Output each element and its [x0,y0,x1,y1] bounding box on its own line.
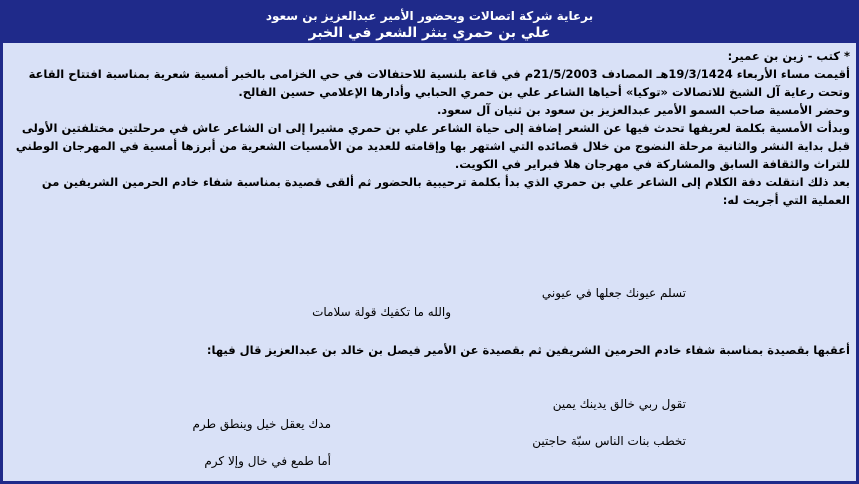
paragraph-3: وبدأت الأمسية بكلمة لعريفها تحدث فيها عن الشعر إضافة إلى حياة الشاعر علي بن حمري مشيرا إلى ان الشاعر عاش في مرحلتين مختلفتين الأولى قبل بداية النشر والثانية مرحلة النضوج من خلال قصائده التي اشتهر بها وإقامته للعديد من الأمسيات الشعرية من أبرزها أمسية في المهرجان الوطني للتراث والثقافة السابق والمشاركة في مهرجان هلا فبراير في الكويت. [15,121,850,171]
poem2-line2: مدك يعقل خيل وينطق طرم [192,417,331,431]
poem2-line3: تخطب بنات الناس سبّة حاجتين [532,434,686,448]
poem2-intro: أعقبها بقصيدة بمناسبة شفاء خادم الحرمين الشريفين ثم بقصيدة عن الأمير فيصل بن خالد بن عبدالعزيز قال فيها: [206,343,850,357]
byline: * كتب - زين بن عمير: [727,49,850,63]
poem1-line2: والله ما تكفيك قولة سلامات [312,305,451,319]
article-title: علي بن حمري ينثر الشعر في الخبر [308,25,551,41]
paragraph-1: أقيمت مساء الأربعاء 19/3/1424هـ المصادف 21/5/2003م في قاعة بلنسية للاحتفالات في حي الخزامى بالخبر أمسية شعرية بمناسبة افتتاح القاعة وتحت رعاية آل الشيخ للاتصالات «توكيا» أحياها الشاعر علي بن حمري الحبابي وأدارها الإعلامي حسين الفالح. [28,67,850,99]
poem2-line1: تقول ربي خالق يدينك يمين [552,397,686,411]
article-header [3,3,856,43]
paragraph-2: وحضر الأمسية صاحب السمو الأمير عبدالعزيز بن سعود بن ثنيان آل سعود. [436,103,850,117]
paragraph-4: بعد ذلك انتقلت دفة الكلام إلى الشاعر علي بن حمري الذي بدأ بكلمة ترحيبية بالحضور ثم ألقى قصيدة بمناسبة شفاء خادم الحرمين الشريفين من العملية التي أجريت له: [41,175,850,207]
poem2-line4: أما طمع في خال وإلا كرم [204,454,331,468]
header-sponsor: برعاية شركة اتصالات وبحضور الأمير عبدالعزيز بن سعود [265,9,594,23]
article-body [3,43,856,209]
poem1-line1: تسلم عيونك جعلها في عيوني [541,286,686,300]
